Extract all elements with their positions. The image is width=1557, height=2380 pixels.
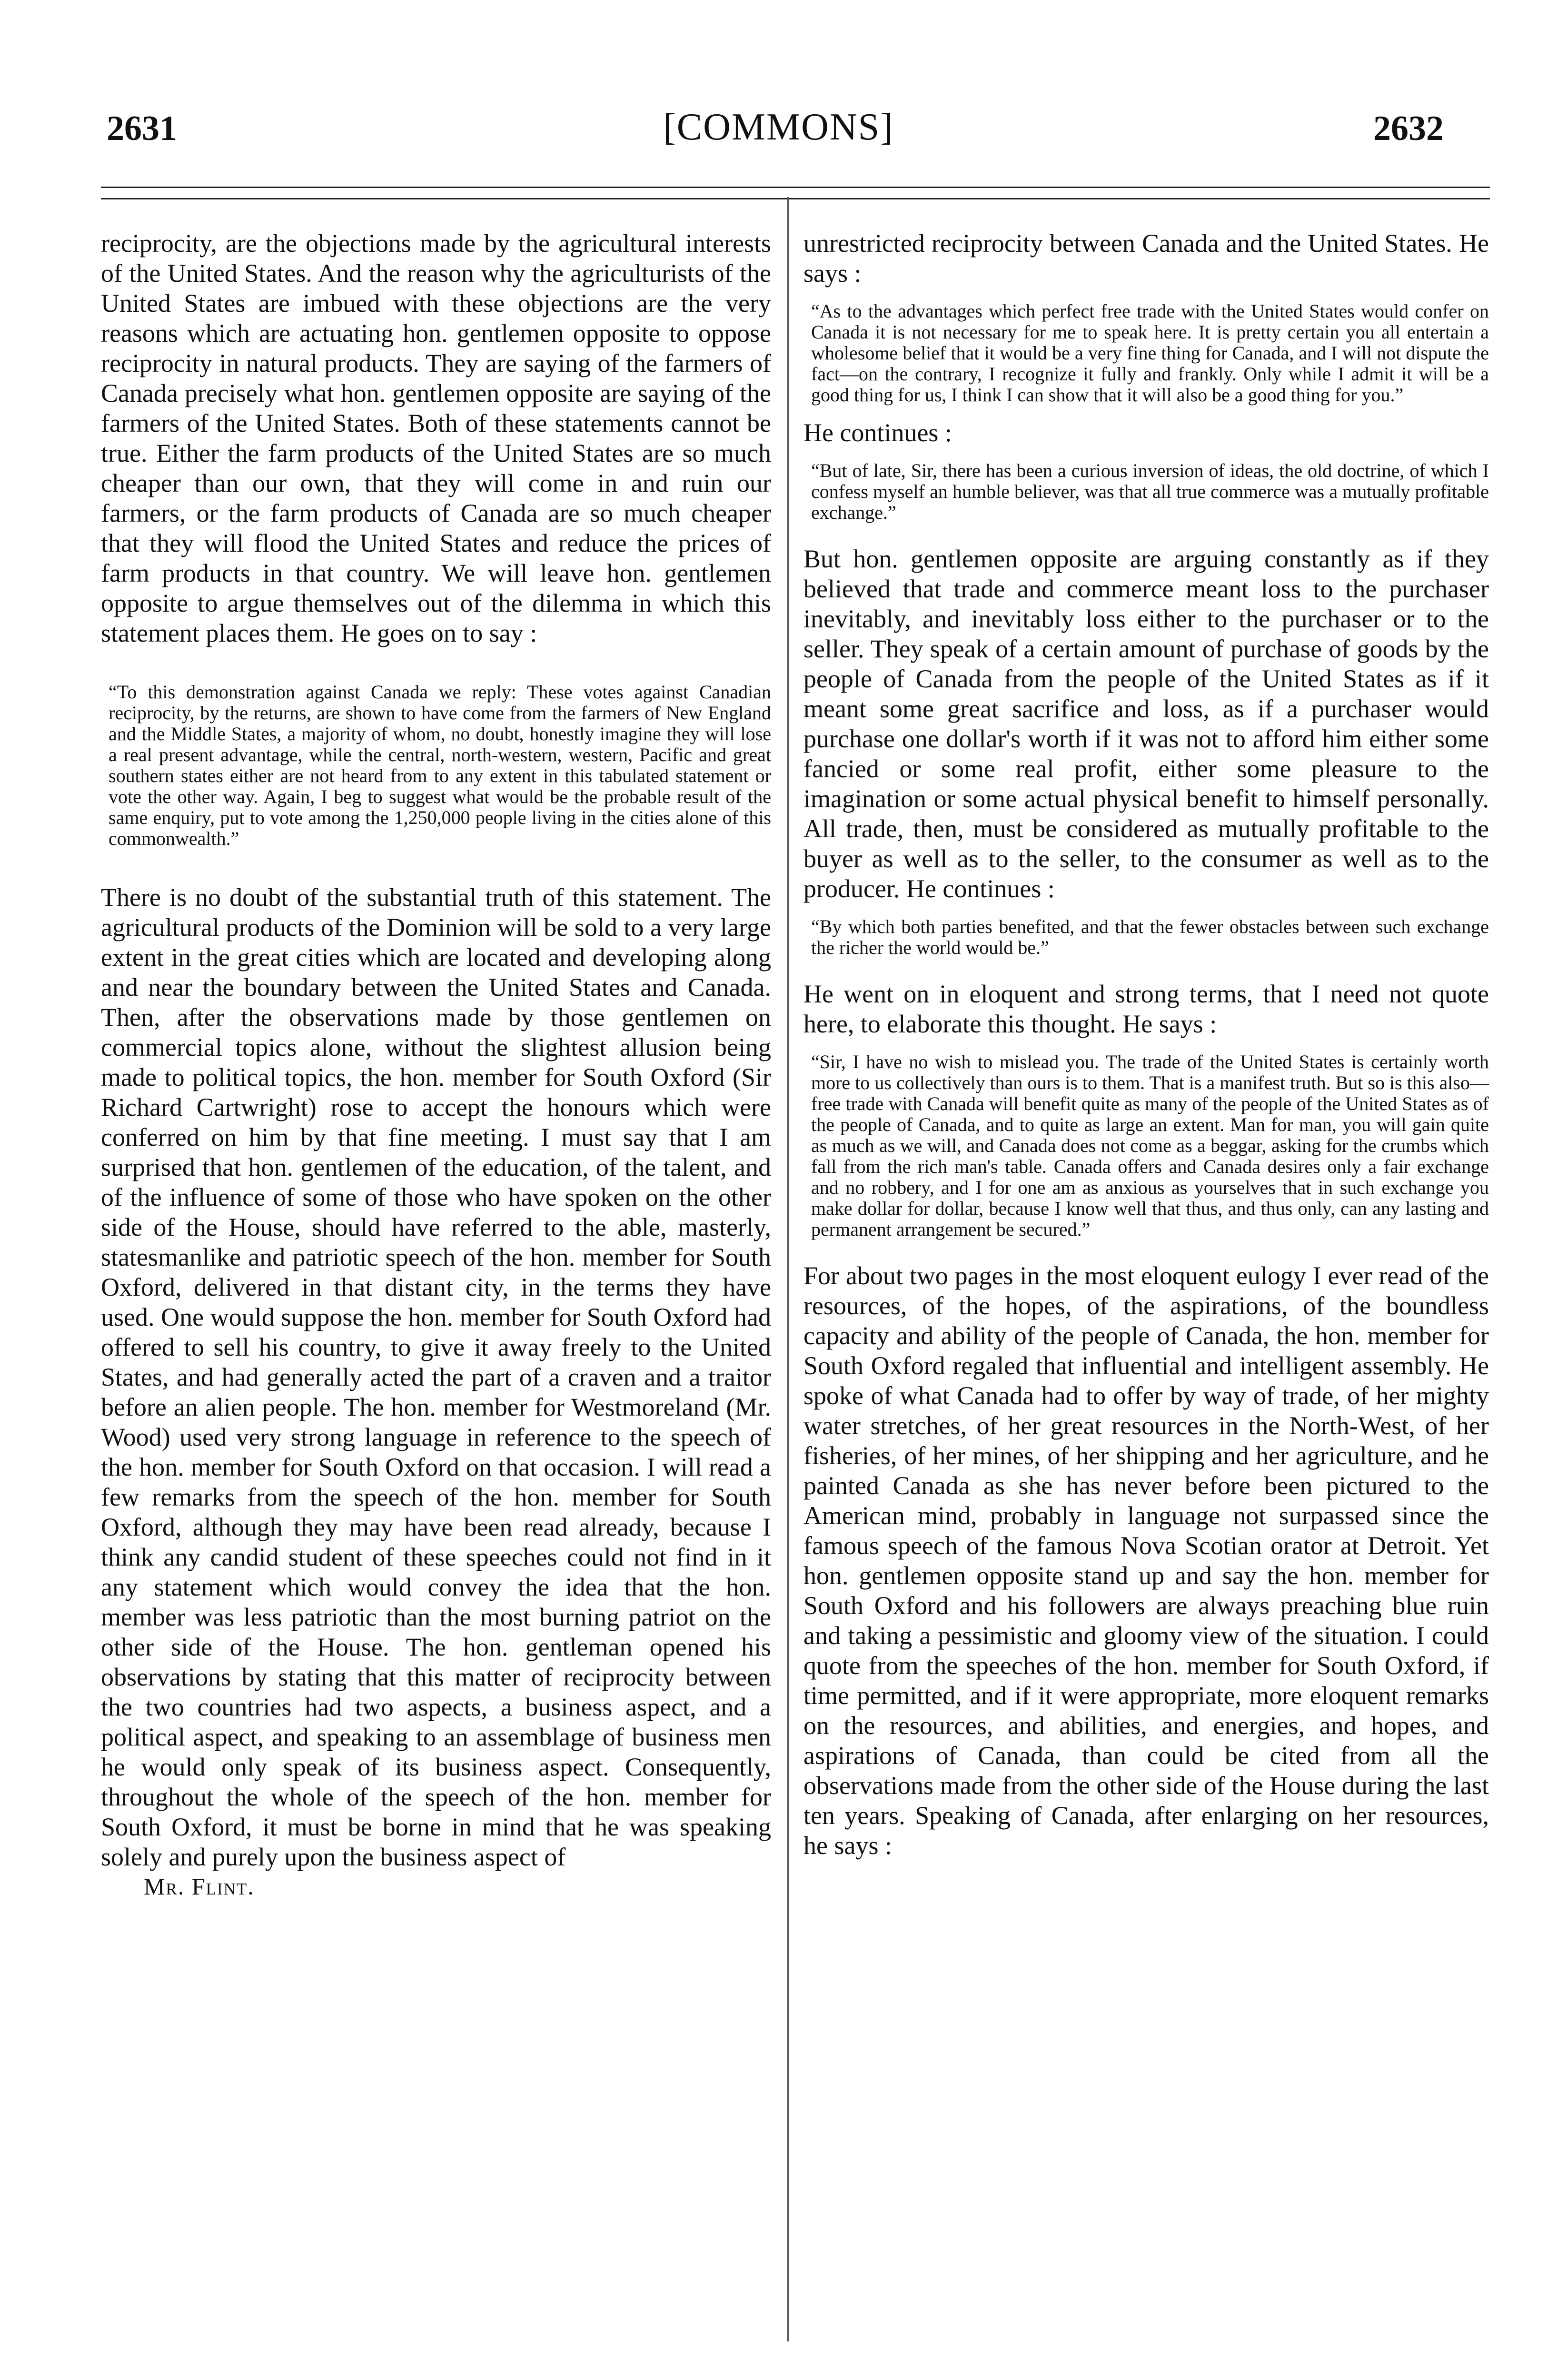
right-paragraph-1: unrestricted reciprocity between Canada and the United States. He says : [803, 229, 1489, 288]
right-quote-3: “By which both parties benefited, and that the fewer obstacles between such exchange the richer the world would be.” [811, 916, 1489, 958]
right-paragraph-3: But hon. gentlemen opposite are arguing constantly as if they believed that trade and commerce meant loss to the purchaser inevitably, and inevitably loss either to the purchaser or to the seller. They speak of a certain amount of purchase of goods by the people of Canada from the people of the United States as if it meant some great sacrifice and loss, as if a purchaser would purchase one dollar's worth if it was not to afford him either some fancied or some real profit, either some pleasure to the imagination or some actual physical benefit to himself personally. All trade, then, must be considered as mutually profitable to the buyer as well as to the seller, to the consumer as well as to the producer. He continues : [803, 545, 1489, 903]
left-paragraph-2: There is no doubt of the substantial truth of this statement. The agricultural products of the Dominion will be sold to a very large extent in the great cities which are located and developing along and near the boundary between the United States and Canada. Then, after the observations made by those gentlemen on commercial topics alone, without the slightest allusion being made to political topics, the hon. member for South Oxford (Sir Richard Cartwright) rose to accept the honours which were conferred on him by that fine meeting. I must say that I am surprised that hon. gentlemen of the education, of the talent, and of the influence of some of those who have spoken on the other side of the House, should have referred to the able, masterly, statesmanlike and patriotic speech of the hon. member for South Oxford, delivered in that distant city, in the terms they have used. One would suppose the hon. member for South Oxford had offered to sell his country, to give it away freely to the United States, and had generally acted the part of a craven and a traitor before an alien people. The hon. member for Westmoreland (Mr. Wood) used very strong language in reference to the speech of the hon. member for South Oxford on that occasion. I will read a few remarks from the speech of the hon. member for South Oxford, although they may have been read already, because I think any candid student of these speeches could not find in it any statement which would convey the idea that the hon. member was less patriotic than the most burning patriot on the other side of the House. The hon. gentleman opened his observations by stating that this matter of reciprocity between the two countries had two aspects, a business aspect, and a political aspect, and speaking to an assemblage of business men he would only speak of its business aspect. Consequently, throughout the whole of the speech of the hon. member for South Oxford, it must be borne in mind that he was speaking solely and purely upon the business aspect of [101, 883, 771, 1871]
right-paragraph-4: He went on in eloquent and strong terms, that I need not quote here, to elaborate this thought. He says : [803, 980, 1489, 1038]
page-number-right: 2632 [1373, 109, 1444, 148]
header-rule-top [101, 187, 1490, 188]
right-quote-1: “As to the advantages which perfect free trade with the United States would confer on Canada it is not necessary for me to speak here. It is pretty certain you all entertain a wholesome belief that it would be a very fine thing for Canada, and I will not dispute the fact—on the contrary, I recognize it fully and frankly. Only while I admit it will be a good thing for us, I think I can show that it will also be a good thing for you.” [811, 300, 1489, 406]
right-column [803, 228, 1489, 1861]
left-column [101, 228, 771, 1901]
speaker-footer: Mr. Flint. [144, 1873, 255, 1900]
right-quote-4: “Sir, I have no wish to mislead you. The trade of the United States is certainly worth more to us collectively than ours is to them. That is a manifest truth. But so is this also—free trade with Canada will benefit quite as many of the people of the United States as of the people of Canada, and to quite as large an extent. Man for man, you will gain quite as much as we will, and Canada does not come as a beggar, asking for the crumbs which fall from the rich man's table. Canada offers and Canada desires only a fair exchange and no robbery, and I for one am as anxious as yourselves that in such exchange you make dollar for dollar, because I know well that thus, and thus only, can any lasting and permanent arrangement be secured.” [811, 1051, 1489, 1240]
right-paragraph-5: For about two pages in the most eloquent eulogy I ever read of the resources, of the hopes, of the aspirations, of the boundless capacity and ability of the people of Canada, the hon. member for South Oxford regaled that influential and intelligent assembly. He spoke of what Canada had to offer by way of trade, of her mighty water stretches, of her great resources in the North-West, of her fisheries, of her mines, of her shipping and her agriculture, and he painted Canada as she has never before been pictured to the American mind, probably in language not surpassed since the famous speech of the famous Nova Scotian orator at Detroit. Yet hon. gentlemen opposite stand up and say the hon. member for South Oxford and his followers are always preaching blue ruin and taking a pessimistic and gloomy view of the situation. I could quote from the speeches of the hon. member for South Oxford, if time permitted, and if it were appropriate, more eloquent remarks on the resources, and abilities, and energies, and hopes, and aspirations of Canada, than could be cited from all the observations made from the other side of the House during the last ten years. Speaking of Canada, after enlarging on her resources, he says : [803, 1261, 1489, 1860]
page-number-left: 2631 [107, 109, 177, 148]
right-quote-2: “But of late, Sir, there has been a curious inversion of ideas, the old doctrine, of which I confess myself an humble believer, was that all true commerce was a mutually profitable exchange.” [811, 460, 1489, 523]
column-divider [787, 197, 789, 2341]
running-head: [COMMONS] [663, 106, 894, 148]
left-quote-1: “To this demonstration against Canada we reply: These votes against Canadian reciprocity, by the returns, are shown to have come from the farmers of New England and the Middle States, a majority of whom, no doubt, honestly imagine they will lose a real present advantage, while the central, north-western, western, Pacific and great southern states either are not heard from to any extent in this tabulated statement or vote the other way. Again, I beg to suggest what would be the probable result of the same enquiry, put to vote among the 1,250,000 people living in the cities alone of this commonwealth.” [109, 681, 771, 849]
right-paragraph-2: He continues : [803, 418, 952, 447]
header-rule-bottom [101, 198, 1490, 199]
page-header [0, 0, 1557, 171]
left-paragraph-1: reciprocity, are the objections made by the agricultural interests of the United States. And the reason why the agriculturists of the United States are imbued with these objections are the very reasons which are actuating hon. gentlemen opposite to oppose reciprocity in natural products. They are saying of the farmers of Canada precisely what hon. gentlemen opposite are saying of the farmers of the United States. Both of these statements cannot be true. Either the farm products of the United States are so much cheaper than our own, that they will come in and ruin our farmers, or the farm products of Canada are so much cheaper that they will flood the United States and reduce the prices of farm products in that country. We will leave hon. gentlemen opposite to argue themselves out of the dilemma in which this statement places them. He goes on to say : [101, 229, 771, 647]
